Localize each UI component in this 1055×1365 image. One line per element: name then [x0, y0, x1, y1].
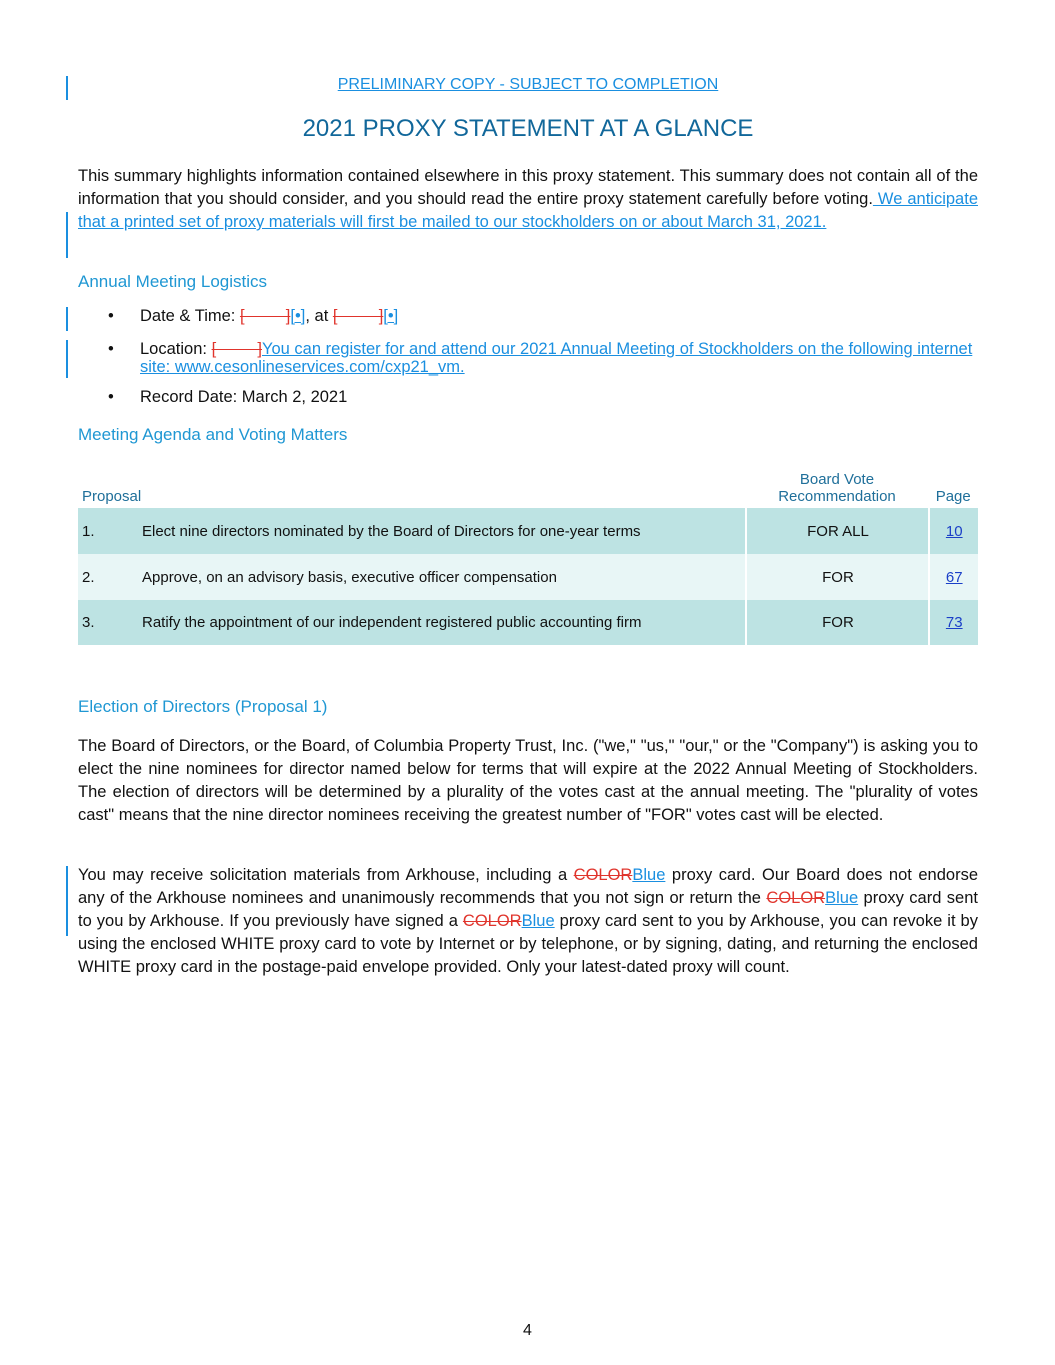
logistics-heading: Annual Meeting Logistics — [78, 272, 268, 291]
inserted-text: [•] — [290, 307, 306, 325]
change-bar — [66, 212, 68, 258]
page-link[interactable]: 67 — [945, 568, 963, 586]
page-number: 4 — [523, 1322, 532, 1339]
deleted-text: [ ] — [239, 307, 291, 325]
vote-recommendation: FOR — [745, 554, 928, 600]
bullet-icon: • — [108, 388, 114, 406]
page-title: 2021 PROXY STATEMENT AT A GLANCE — [302, 115, 754, 142]
vote-recommendation: FOR — [745, 600, 928, 645]
deleted-text: COLOR — [462, 912, 522, 930]
proposal-number: 1. — [78, 508, 138, 554]
change-bar — [66, 76, 68, 100]
inserted-text: Blue — [825, 889, 859, 907]
page-link[interactable]: 73 — [945, 614, 963, 631]
inserted-text: Blue — [521, 912, 555, 930]
proposal-number: 3. — [78, 600, 138, 645]
col-proposal: Proposal — [82, 488, 142, 505]
date-time-item: Date & Time: [ ][•], at [ ][•] — [140, 307, 399, 325]
bullet-icon: • — [108, 307, 114, 325]
table-row — [78, 508, 978, 554]
proposal-text: Elect nine directors nominated by the Board of Directors for one-year terms — [138, 508, 745, 554]
col-page: Page — [935, 488, 971, 505]
inserted-text: [•] — [383, 307, 399, 325]
change-bar — [66, 307, 68, 331]
page-link[interactable]: 10 — [945, 522, 963, 540]
record-date-item: Record Date: March 2, 2021 — [140, 388, 348, 406]
table-row — [78, 554, 978, 600]
table-header-row — [78, 468, 978, 508]
election-paragraph: The Board of Directors, or the Board, of Columbia Property Trust, Inc. ("we," "us," "our," or the "Company") is asking you to elect the nine nominees for director named below for terms that will expire at the 2022 Annual Meeting of Stockholders. The election of directors will be determined by a plurality of the votes cast at the annual meeting. The "plurality of votes cast" means that the nine director nominees receiving the greatest number of "FOR" votes cast will be elected. — [78, 737, 978, 824]
deleted-text: [ ] — [332, 307, 384, 325]
change-bar — [66, 866, 68, 936]
bullet-icon: • — [108, 340, 114, 358]
proposal-text: Ratify the appointment of our independent registered public accounting firm — [138, 600, 745, 645]
col-vote: Board Vote Recommendation — [778, 471, 896, 505]
deleted-text: COLOR — [766, 889, 826, 907]
deleted-text: [ ] — [211, 340, 262, 358]
solicitation-paragraph: You may receive solicitation materials from Arkhouse, including a COLORBlue proxy card. Our Board does not endorse any of the Arkhouse nominees and unanimously recommends that you not sign or return the COLORBlue proxy card sent to you by Arkhouse. If you previously have signed a COLORBlue proxy card sent to you by Arkhouse, you can revoke it by using the enclosed WHITE proxy card to vote by Internet or by telephone, or by signing, dating, and returning the enclosed WHITE proxy card in the postage-paid envelope provided. Only your latest-dated proxy will count. — [78, 866, 979, 976]
change-bar — [66, 340, 68, 378]
inserted-text: Blue — [632, 866, 666, 884]
agenda-heading: Meeting Agenda and Voting Matters — [78, 425, 348, 444]
intro-insertion: We anticipate that a printed set of proxy materials will first be mailed to our stockholders on or about March 31, 2021. — [78, 190, 978, 231]
vote-recommendation: FOR ALL — [745, 508, 928, 554]
preliminary-notice: PRELIMINARY COPY - SUBJECT TO COMPLETION — [337, 76, 719, 93]
table-row — [78, 600, 978, 645]
agenda-table — [78, 468, 978, 645]
deleted-text: COLOR — [573, 866, 633, 884]
location-item: Location: [ ]You can register for and attend our 2021 Annual Meeting of Stockholders on the following internet site: www.cesonlineservices.com/cxp21_vm. — [140, 340, 973, 376]
intro-paragraph — [78, 165, 978, 234]
intro-text: This summary highlights information contained elsewhere in this proxy statement. This summary does not contain all of the information that you should consider, and you should read the entire proxy statement carefully before voting. — [78, 167, 978, 208]
proposal-text: Approve, on an advisory basis, executive officer compensation — [138, 554, 745, 600]
meeting-url-link[interactable]: You can register for and attend our 2021 Annual Meeting of Stockholders on the following internet site: www.cesonlineservices.com/cxp21_vm. — [140, 340, 973, 376]
proposal-number: 2. — [78, 554, 138, 600]
election-heading: Election of Directors (Proposal 1) — [78, 697, 328, 716]
